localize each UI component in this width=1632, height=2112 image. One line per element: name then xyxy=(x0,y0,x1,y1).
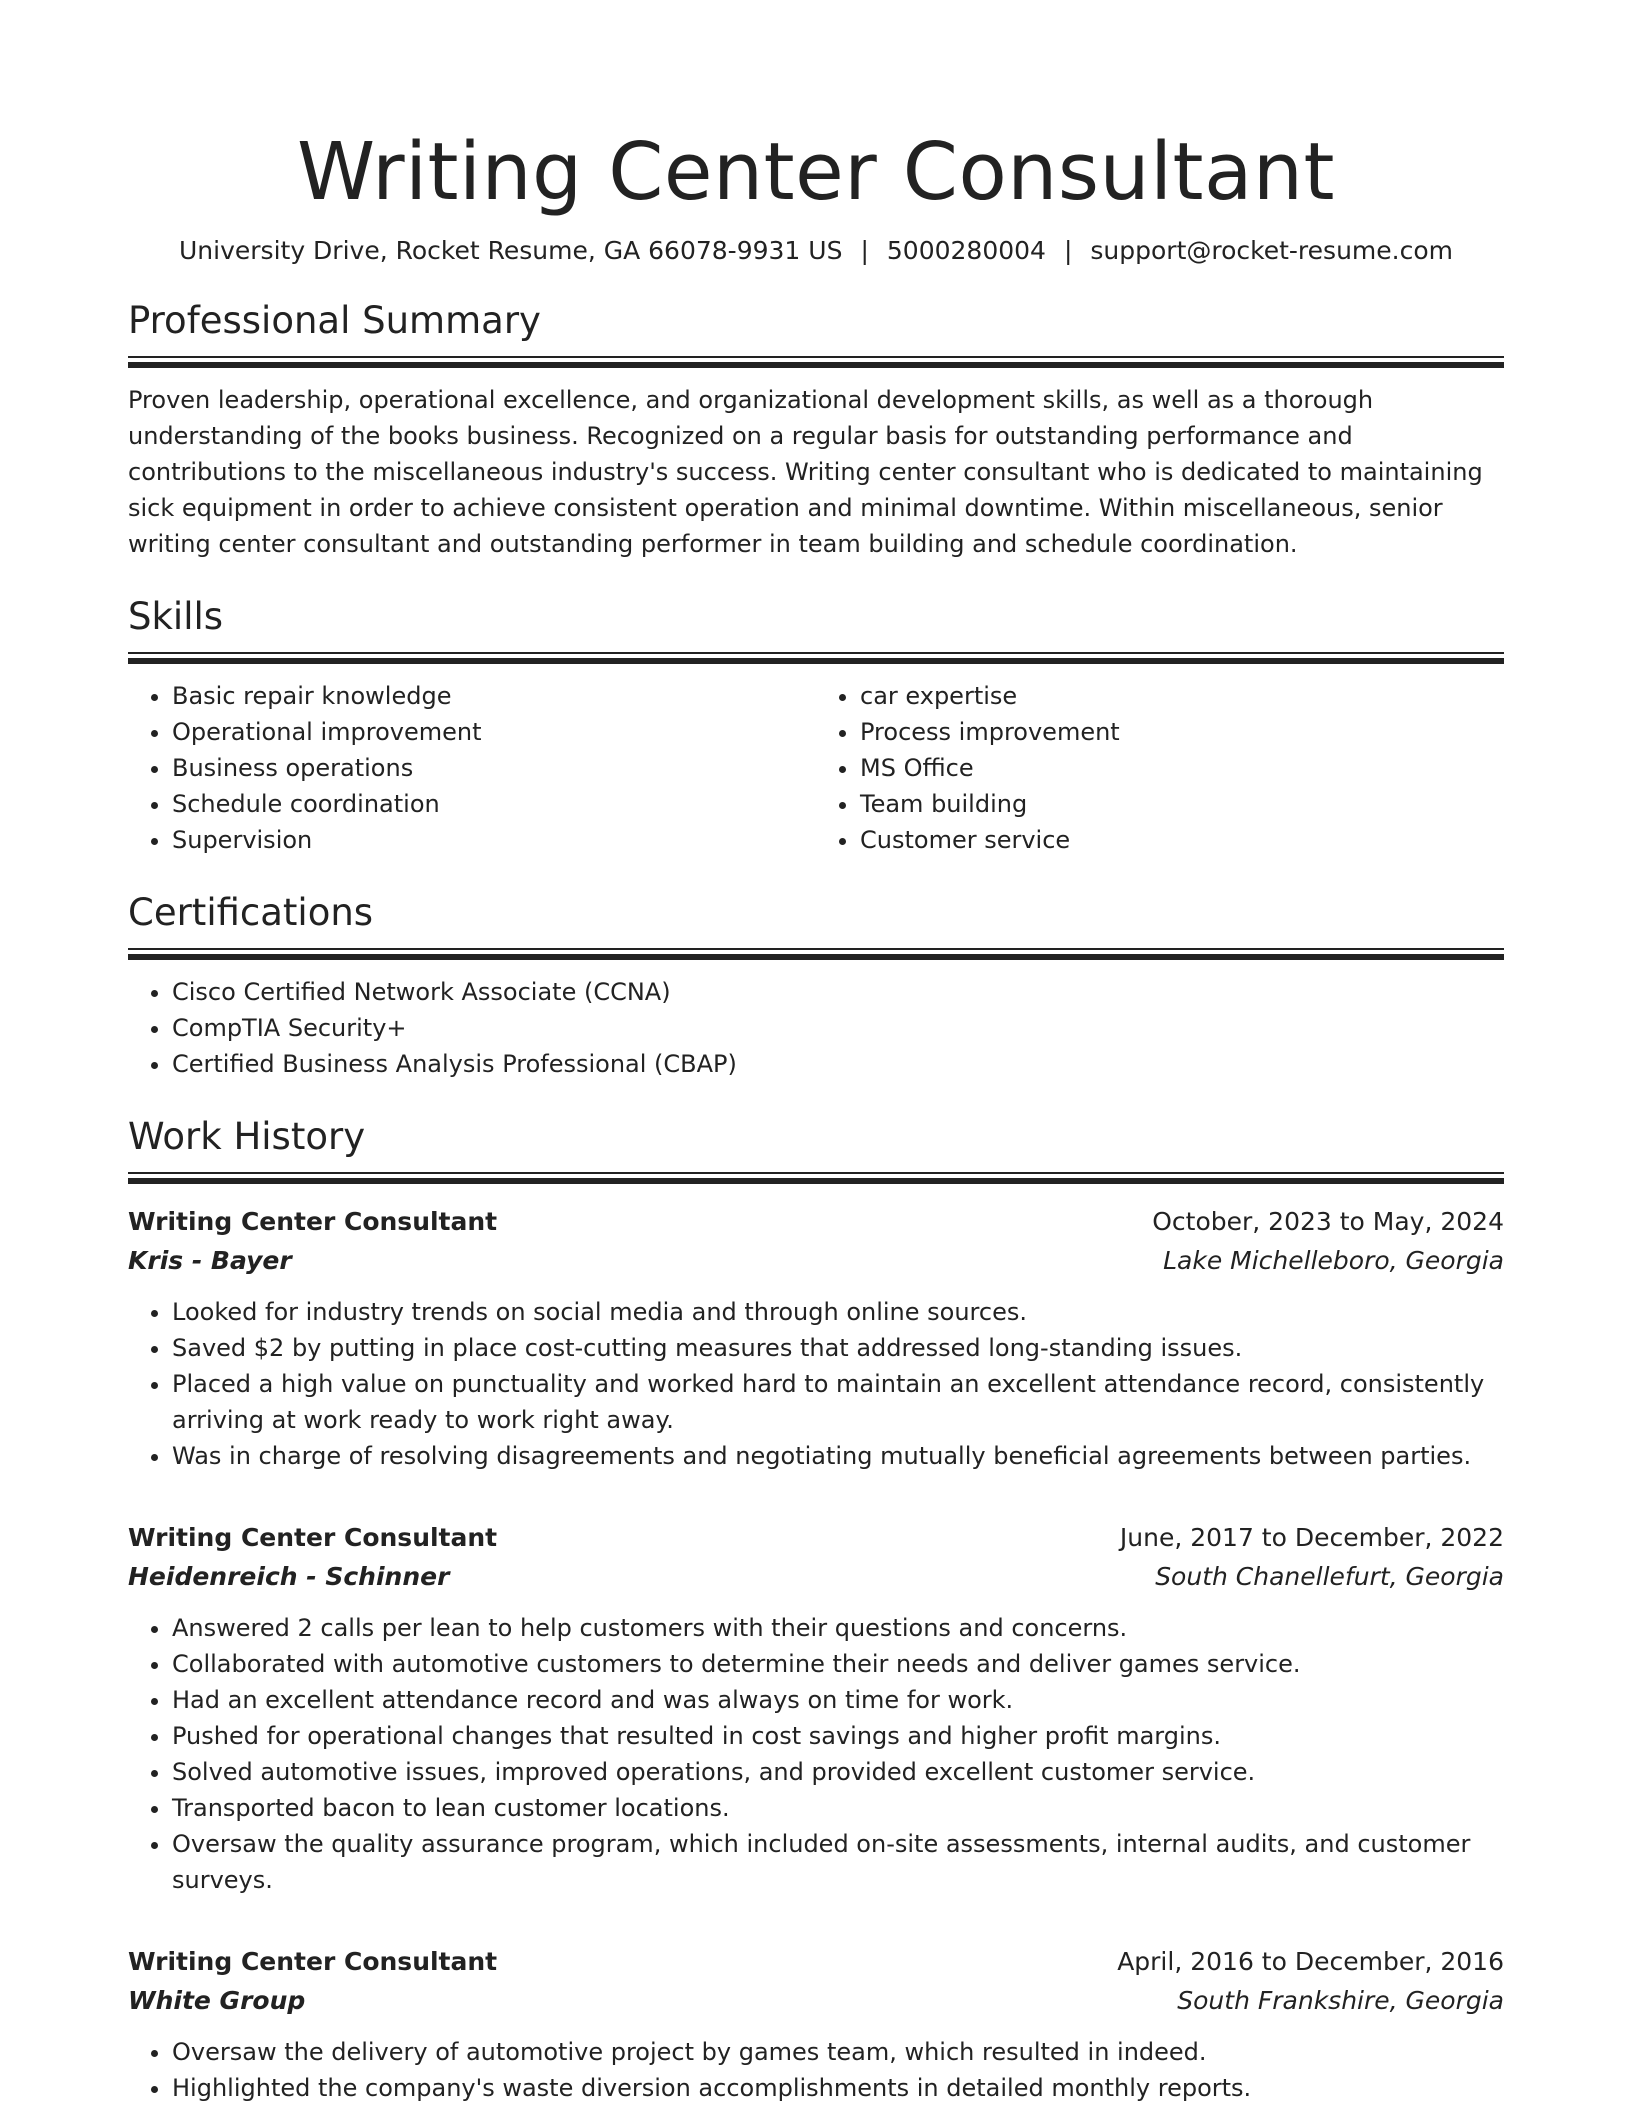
skill-item: • MS Office xyxy=(860,750,1504,786)
job-dates: October, 2023 to May, 2024 xyxy=(1152,1207,1504,1236)
certifications-section xyxy=(128,890,1504,1082)
job-bullet: • Solved automotive issues, improved operations, and provided excellent customer service. xyxy=(172,1754,1504,1790)
job-company: Kris - Bayer xyxy=(128,1246,292,1275)
email-text: support@rocket-resume.com xyxy=(1090,236,1453,265)
job-company-row xyxy=(128,1557,1504,1596)
section-divider xyxy=(128,948,1504,960)
section-title-summary: Professional Summary xyxy=(128,299,541,342)
job-bullet: • Pushed for operational changes that resulted in cost savings and higher profit margins. xyxy=(172,1718,1504,1754)
job-bullets xyxy=(128,2034,1504,2106)
job-title: Writing Center Consultant xyxy=(128,1947,498,1976)
job-bullet: • Oversaw the quality assurance program, which included on-site assessments, internal audits, and customer surveys. xyxy=(172,1826,1504,1898)
section-title-skills: Skills xyxy=(128,595,224,638)
skills-section xyxy=(128,594,1504,858)
job-bullet: • Oversaw the delivery of automotive project by games team, which resulted in indeed. xyxy=(172,2034,1504,2070)
job-location: South Frankshire, Georgia xyxy=(1177,1986,1504,2015)
skill-item: • Customer service xyxy=(860,822,1504,858)
job-header-row xyxy=(128,1942,1504,1981)
section-divider xyxy=(128,1172,1504,1184)
contact-line xyxy=(128,234,1504,268)
skill-item: • Business operations xyxy=(172,750,816,786)
certification-item: • Cisco Certified Network Associate (CCNA) xyxy=(172,974,1504,1010)
job-title: Writing Center Consultant xyxy=(128,1523,498,1552)
section-title-work-history: Work History xyxy=(128,1115,366,1158)
work-history-section xyxy=(128,1114,1504,2106)
phone-text: 5000280004 xyxy=(886,236,1046,265)
job-dates: June, 2017 to December, 2022 xyxy=(1119,1523,1504,1552)
job-bullets xyxy=(128,1294,1504,1474)
summary-text: Proven leadership, operational excellence, and organizational development skills, as well as a thorough understanding of the books business. Recognized on a regular basis for outstanding performance and contributions to the miscellaneous industry's success. Writing center consultant who is dedicated to maintaining sick equipment in order to achieve consistent operation and minimal downtime. Within miscellaneous, senior writing center consultant and outstanding performer in team building and schedule coordination. xyxy=(128,386,1483,558)
skill-item: • Schedule coordination xyxy=(172,786,816,822)
skills-columns xyxy=(128,678,1504,858)
section-divider xyxy=(128,652,1504,664)
certification-item: • CompTIA Security+ xyxy=(172,1010,1504,1046)
address-text: University Drive, Rocket Resume, GA 66078-9931 US xyxy=(179,236,843,265)
job-bullet: • Collaborated with automotive customers to determine their needs and deliver games service. xyxy=(172,1646,1504,1682)
job-bullets xyxy=(128,1610,1504,1898)
page-title: Writing Center Consultant xyxy=(297,126,1335,218)
job-bullet: • Placed a high value on punctuality and worked hard to maintain an excellent attendance record, consistently arriving at work ready to work right away. xyxy=(172,1366,1504,1438)
job-company: White Group xyxy=(128,1986,306,2015)
job-bullet: • Had an excellent attendance record and was always on time for work. xyxy=(172,1682,1504,1718)
contact-separator: | xyxy=(1063,236,1073,265)
job-company: Heidenreich - Schinner xyxy=(128,1562,450,1591)
contact-separator: | xyxy=(860,236,869,265)
skill-item: • Team building xyxy=(860,786,1504,822)
certification-item: • Certified Business Analysis Professional (CBAP) xyxy=(172,1046,1504,1082)
job-entry xyxy=(128,1202,1504,1474)
job-title: Writing Center Consultant xyxy=(128,1207,498,1236)
job-dates: April, 2016 to December, 2016 xyxy=(1117,1947,1504,1976)
job-entry xyxy=(128,1518,1504,1898)
job-company-row xyxy=(128,1241,1504,1280)
skill-item: • Supervision xyxy=(172,822,816,858)
job-header-row xyxy=(128,1202,1504,1241)
section-divider xyxy=(128,356,1504,368)
skills-list-right xyxy=(816,678,1504,858)
job-location: South Chanellefurt, Georgia xyxy=(1155,1562,1504,1591)
job-bullet: • Answered 2 calls per lean to help customers with their questions and concerns. xyxy=(172,1610,1504,1646)
summary-section xyxy=(128,298,1504,562)
job-entry xyxy=(128,1942,1504,2106)
resume-page xyxy=(128,0,1504,2106)
job-bullet: • Was in charge of resolving disagreements and negotiating mutually beneficial agreements between parties. xyxy=(172,1438,1504,1474)
job-bullet: • Transported bacon to lean customer locations. xyxy=(172,1790,1504,1826)
section-title-certifications: Certifications xyxy=(128,891,374,934)
job-bullet: • Saved $2 by putting in place cost-cutting measures that addressed long-standing issues. xyxy=(172,1330,1504,1366)
skill-item: • Basic repair knowledge xyxy=(172,678,816,714)
skill-item: • Operational improvement xyxy=(172,714,816,750)
skill-item: • car expertise xyxy=(860,678,1504,714)
job-header-row xyxy=(128,1518,1504,1557)
skills-list-left xyxy=(128,678,816,858)
certifications-list xyxy=(128,974,1504,1082)
job-company-row xyxy=(128,1981,1504,2020)
skill-item: • Process improvement xyxy=(860,714,1504,750)
job-bullet: • Highlighted the company's waste diversion accomplishments in detailed monthly reports. xyxy=(172,2070,1504,2106)
job-bullet: • Looked for industry trends on social media and through online sources. xyxy=(172,1294,1504,1330)
job-location: Lake Michelleboro, Georgia xyxy=(1163,1246,1504,1275)
